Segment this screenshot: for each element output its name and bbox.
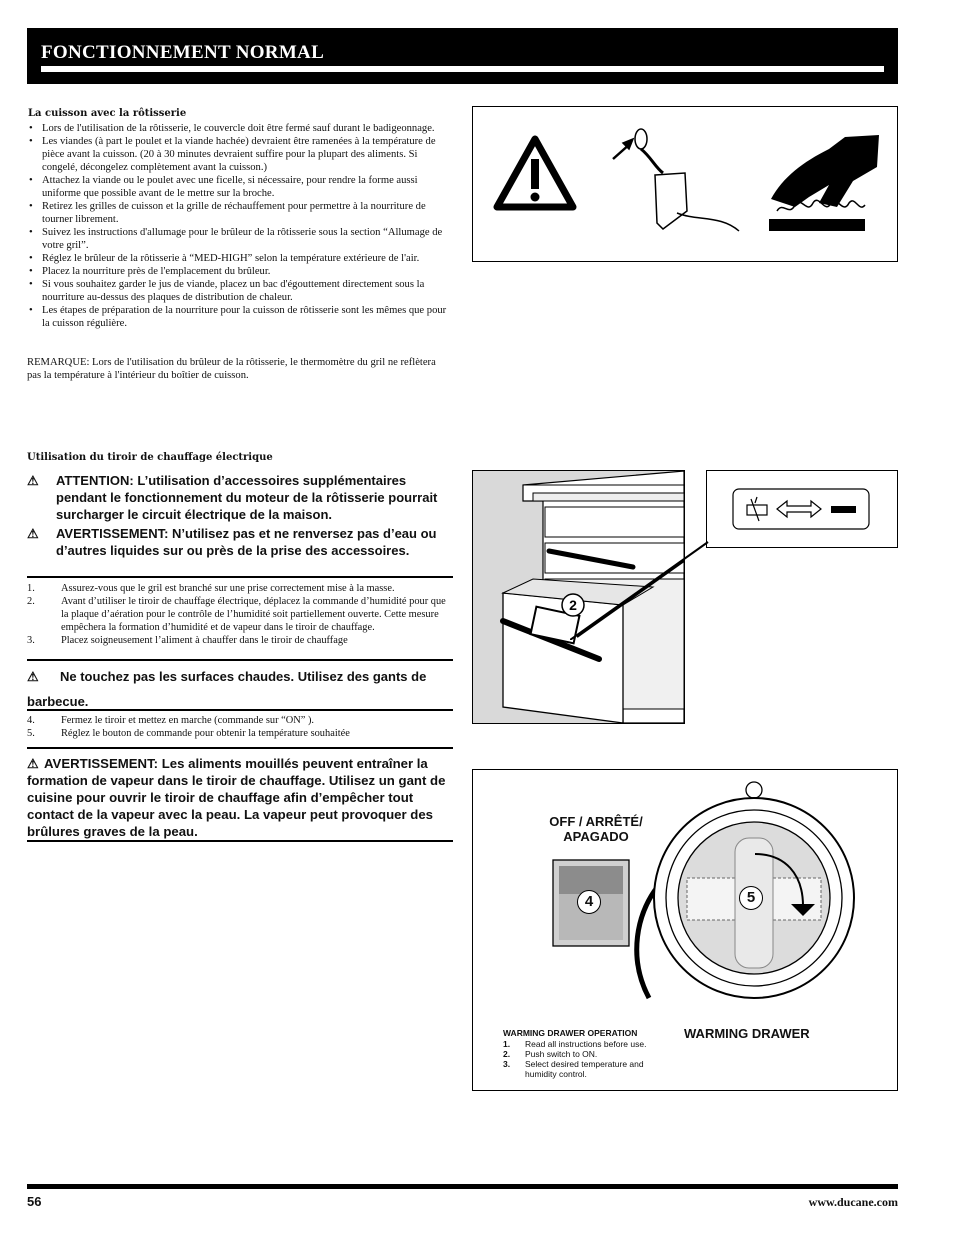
- off-label: OFF / ARRÊTÉ/ APAGADO: [549, 814, 643, 844]
- control-panel-figure: [472, 769, 898, 1091]
- warning-4: [27, 755, 453, 840]
- warning-icon: ⚠: [27, 526, 39, 541]
- callout-2: 2: [569, 597, 577, 613]
- drawer-title: Utilisation du tiroir de chauffage électrique: [27, 452, 273, 463]
- warning-1: [27, 472, 452, 559]
- operation-title: WARMING DRAWER OPERATION: [503, 1028, 638, 1038]
- warning-icon: ⚠: [27, 756, 39, 771]
- list-item: • Les étapes de préparation de la nourriture pour la cuisson de rôtisserie sont les mêmes que pour la cuisson régulière.: [27, 304, 452, 330]
- humidity-control-svg: [707, 471, 897, 547]
- humidity-closed-icon: [831, 506, 856, 513]
- warning-icons-svg: [473, 107, 897, 261]
- list-item: 2. Avant d’utiliser le tiroir de chauffage électrique, déplacez la commande d’humidité pour que la plaque d’aération pour le contrôle de l’humidité soit partiellement ouverte. Cette mesure empêchera la formation d’humidité et de vapeur dans le tiroir de chauffage.: [27, 596, 446, 633]
- list-item: • Attachez la viande ou le poulet avec une ficelle, si nécessaire, pour rendre la forme aussi uniforme que possible avant de le mettre sur la broche.: [27, 174, 452, 200]
- rotisserie-title: La cuisson avec la rôtisserie: [28, 108, 187, 119]
- warming-drawer-label: WARMING DRAWER: [684, 1026, 810, 1041]
- humidity-callout-figure: [706, 470, 898, 548]
- operation-steps: [503, 1039, 673, 1079]
- list-item: • Lors de l'utilisation de la rôtisserie, le couvercle doit être fermé sauf durant le badigeonnage.: [27, 122, 452, 135]
- rotisserie-note: REMARQUE: Lors de l'utilisation du brûleur de la rôtisserie, le thermomètre du gril ne reflètera pas la température à l'intérieur du boîtier de cuisson.: [27, 357, 436, 381]
- list-item: • Retirez les grilles de cuisson et la grille de réchauffement pour permettre à la nourriture de tourner librement.: [27, 200, 452, 226]
- callout-leader-line: [570, 540, 710, 640]
- list-item: • Réglez le brûleur de la rôtisserie à “MED-HIGH” selon la température extérieure de l'air.: [27, 252, 452, 265]
- warning-icon: ⚠: [27, 473, 39, 488]
- callout-4: 4: [577, 890, 601, 914]
- header-rule: [41, 66, 884, 72]
- drawer-steps-b: [27, 714, 453, 740]
- footer-rule: [27, 1184, 898, 1189]
- warning-triangle-icon: [497, 139, 573, 207]
- list-item: • Suivez les instructions d'allumage pour le brûleur de la rôtisserie sous la section “Allumage de votre gril”.: [27, 226, 452, 252]
- divider: [27, 747, 453, 749]
- page-header: [27, 28, 898, 84]
- warning-2-text: AVERTISSEMENT: N’utilisez pas et ne renversez pas d’eau ou d’autres liquides sur ou près de la prise des accessoires.: [56, 526, 437, 558]
- rotisserie-list: [27, 122, 452, 330]
- hot-surface-hand-icon: [769, 135, 879, 231]
- warning-3-text: Ne touchez pas les surfaces chaudes. Utilisez des gants de barbecue.: [27, 669, 427, 709]
- drawer-steps-a: [27, 582, 453, 647]
- divider: [27, 709, 453, 711]
- callout-5: 5: [739, 886, 763, 910]
- divider: [27, 576, 453, 578]
- warning-icons-figure: [472, 106, 898, 262]
- list-item: 5. Réglez le bouton de commande pour obtenir la température souhaitée: [27, 728, 350, 739]
- page-number: 56: [27, 1194, 42, 1209]
- website-url: www.ducane.com: [808, 1195, 898, 1209]
- indicator-light: [746, 782, 762, 798]
- list-item: • Placez la nourriture près de l'emplacement du brûleur.: [27, 265, 452, 278]
- page-title: FONCTIONNEMENT NORMAL: [41, 42, 325, 63]
- electric-plug-icon: [613, 129, 739, 231]
- divider: [27, 659, 453, 661]
- list-item: 3. Select desired temperature and humidity control.: [503, 1059, 644, 1079]
- list-item: • Si vous souhaitez garder le jus de viande, placez un bac d'égouttement directement sous la nourriture au-dessus des plaques de distribution de chaleur.: [27, 278, 452, 304]
- list-item: 4. Fermez le tiroir et mettez en marche (commande sur “ON” ).: [27, 715, 315, 726]
- list-item: 1. Read all instructions before use.: [503, 1039, 647, 1049]
- warning-1-text: ATTENTION: L’utilisation d’accessoires supplémentaires pendant le fonctionnement du moteur de la rôtisserie pourrait surcharger le circuit électrique de la maison.: [56, 473, 438, 522]
- warning-4-text: AVERTISSEMENT: Les aliments mouillés peuvent entraîner la formation de vapeur dans le tiroir de chauffage. Utilisez un gant de cuisine pour ouvrir le tiroir de chauffage afin d’empêcher tout contact de la vapeur avec la peau. La vapeur peut provoquer des brûlures graves de la peau.: [27, 756, 446, 839]
- list-item: • Les viandes (à part le poulet et la viande hachée) devraient être ramenées à la température de pièce avant la cuisson. (20 à 30 minutes devraient suffire pour la plupart des aliments. Si congelé, décongelez complètement avant la cuisson.): [27, 135, 452, 174]
- divider: [27, 840, 453, 842]
- list-item: 3. Placez soigneusement l’aliment à chauffer dans le tiroir de chauffage: [27, 635, 348, 646]
- list-item: 1. Assurez-vous que le gril est branché sur une prise correctement mise à la masse.: [27, 583, 395, 594]
- list-item: 2. Push switch to ON.: [503, 1049, 598, 1059]
- warning-icon: ⚠: [27, 669, 39, 684]
